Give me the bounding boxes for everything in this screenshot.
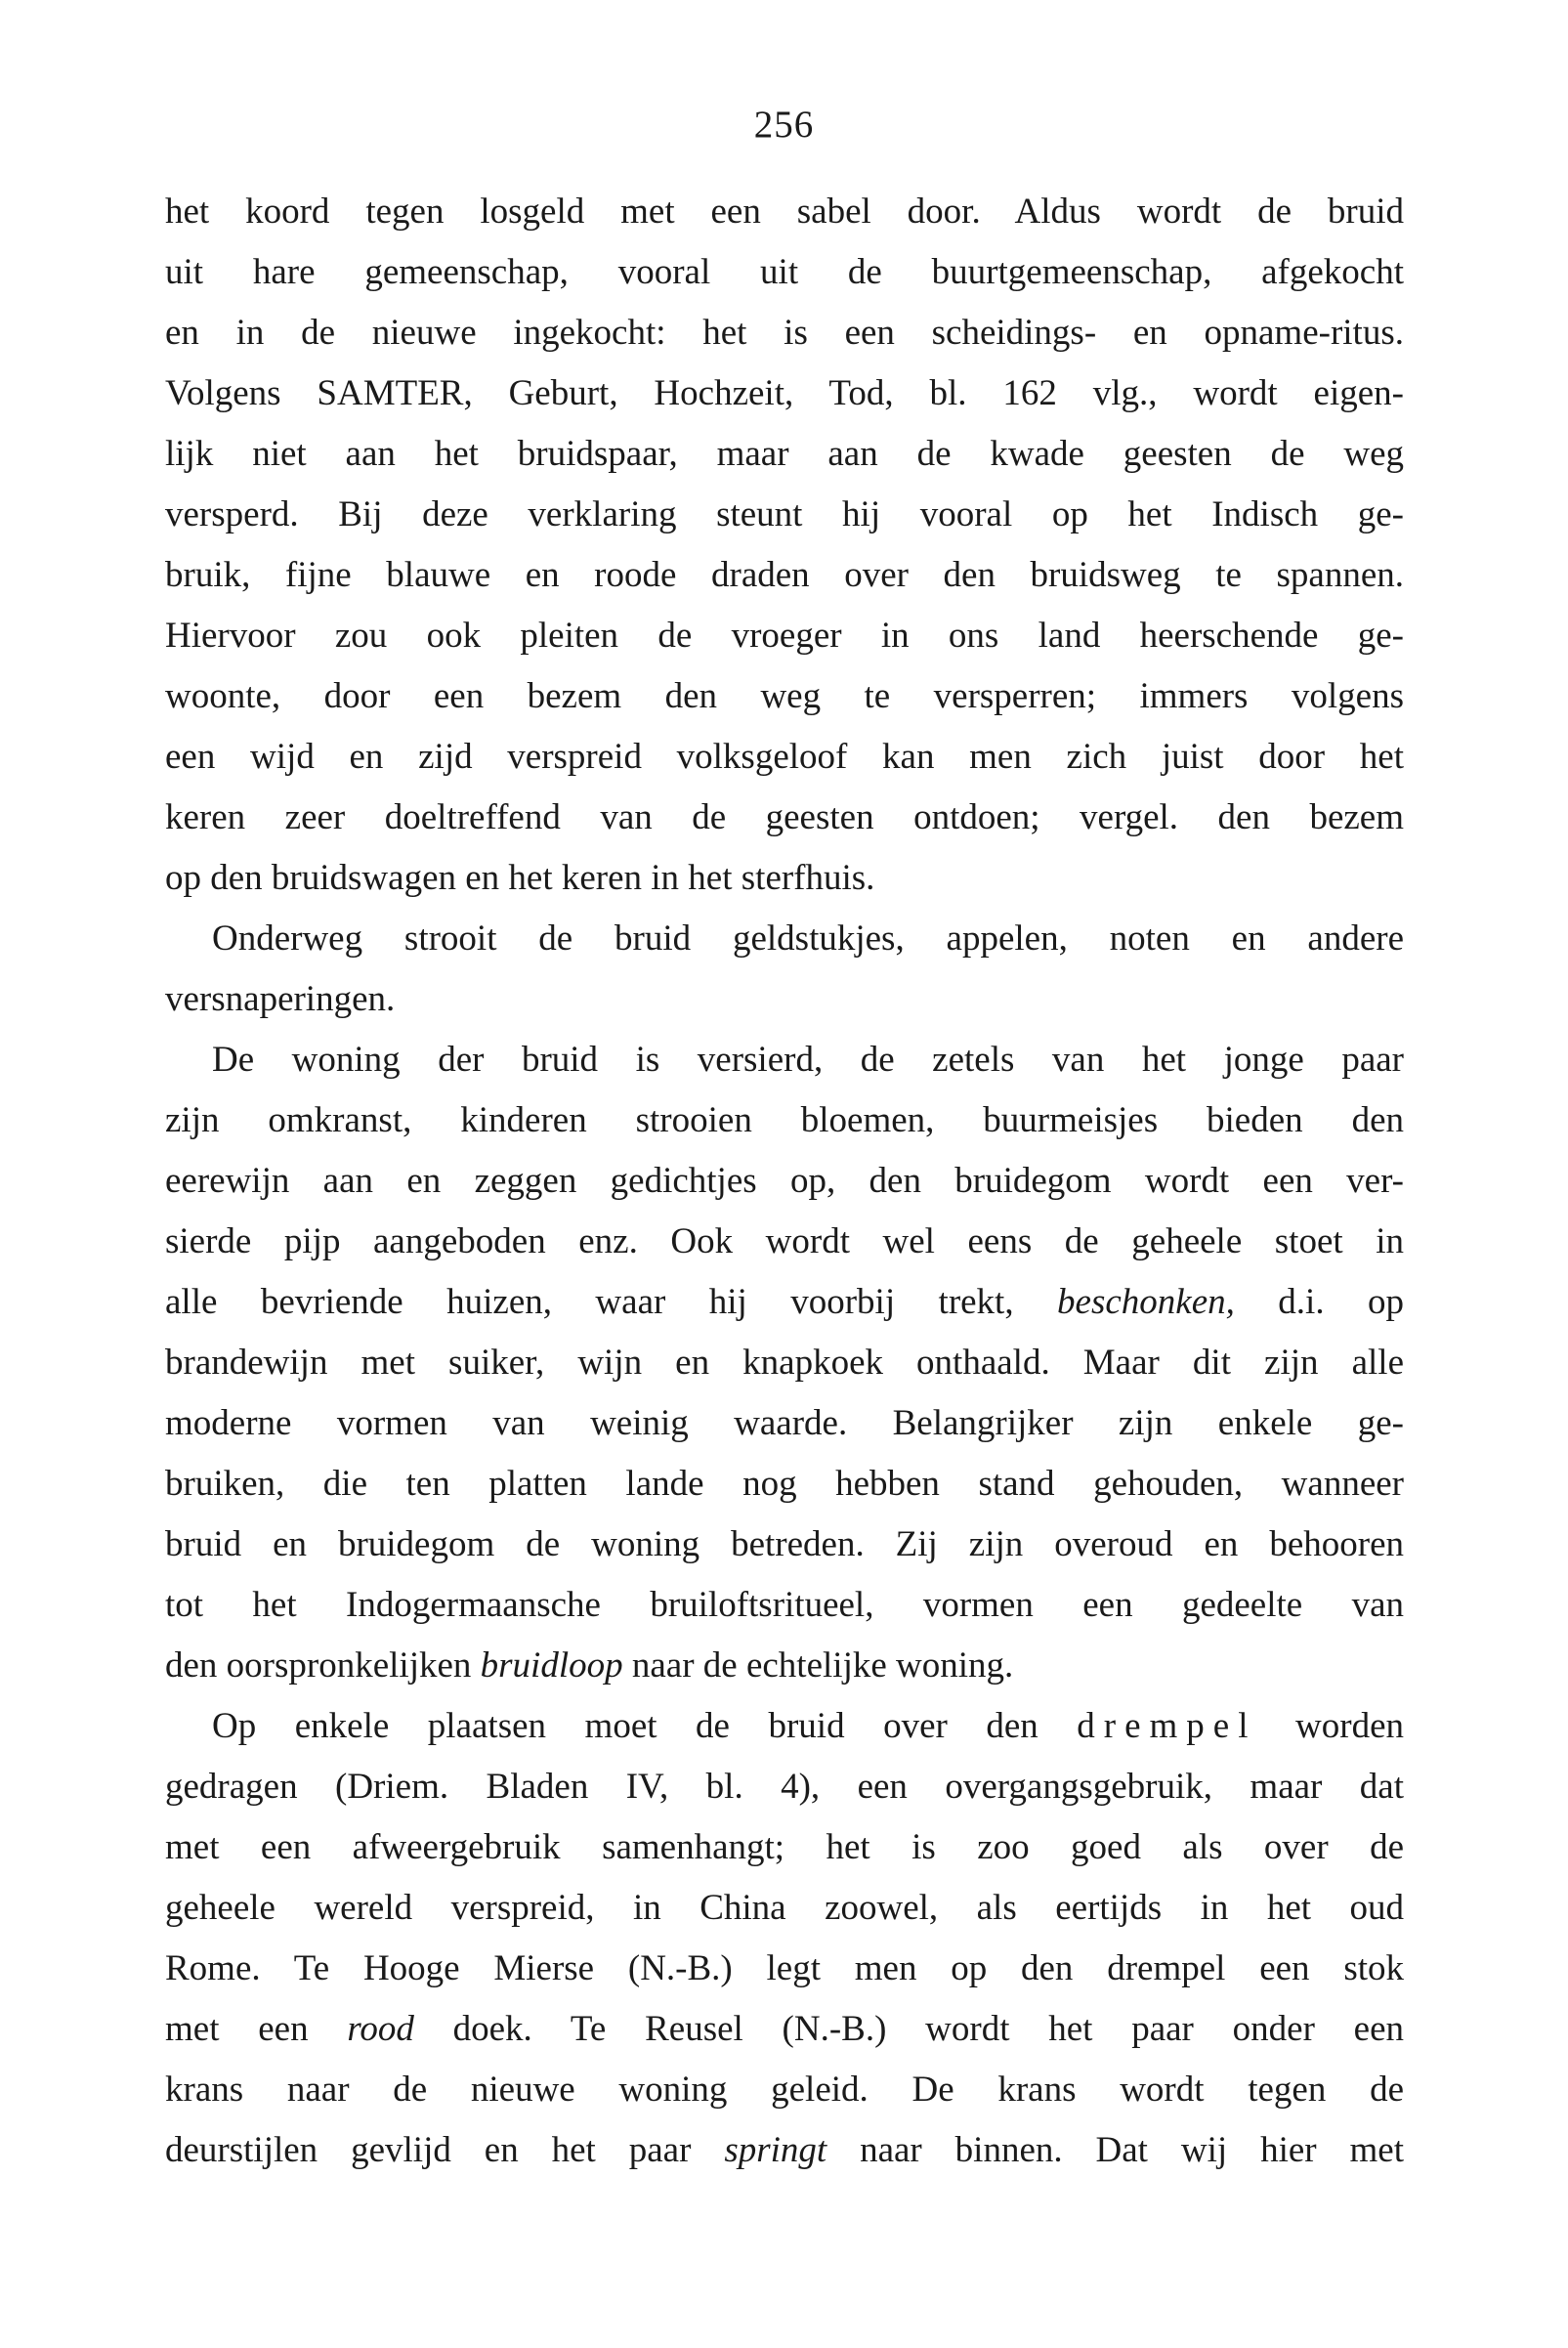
text-line: en in de nieuwe ingekocht: het is een scheidings- en opname-ritus. [165, 313, 1404, 353]
text-line: De woning der bruid is versierd, de zetels van het jonge paar [212, 1040, 1404, 1080]
text-line: Volgens SAMTER, Geburt, Hochzeit, Tod, bl. 162 vlg., wordt eigen- [165, 373, 1404, 413]
paragraph [165, 182, 1404, 909]
italic-term: bruidloop [480, 1645, 623, 1686]
text-line: bruik, fijne blauwe en roode draden over den bruidsweg te spannen. [165, 555, 1404, 595]
text-line: deurstijlen gevlijd en het paar springt naar binnen. Dat wij hier met [165, 2130, 1404, 2170]
text-line: lijk niet aan het bruidspaar, maar aan de kwade geesten de weg [165, 434, 1404, 474]
page-number: 256 [753, 104, 815, 146]
italic-term: springt [724, 2130, 827, 2170]
italic-term: rood [347, 2009, 414, 2049]
text-line: het koord tegen losgeld met een sabel door. Aldus wordt de bruid [165, 192, 1404, 232]
text-line: den oorspronkelijken bruidloop naar de echtelijke woning. [165, 1645, 1014, 1686]
spaced-term: drempel [1077, 1706, 1257, 1746]
text-line: tot het Indogermaansche bruiloftsritueel, vormen een gedeelte van [165, 1585, 1404, 1625]
text-line: een wijd en zijd verspreid volksgeloof kan men zich juist door het [165, 737, 1404, 777]
body-text [165, 182, 1404, 2181]
text-line: uit hare gemeenschap, vooral uit de buurtgemeenschap, afgekocht [165, 252, 1404, 292]
text-line: Op enkele plaatsen moet de bruid over den drempel worden [212, 1706, 1404, 1746]
text-line: gedragen (Driem. Bladen IV, bl. 4), een overgangsgebruik, maar dat [165, 1767, 1404, 1807]
text-line: versnaperingen. [165, 979, 396, 1019]
paragraph [165, 1696, 1404, 2181]
paragraph [165, 909, 1404, 1030]
italic-term: beschonken, [1057, 1282, 1235, 1322]
text-line: met een afweergebruik samenhangt; het is zoo goed als over de [165, 1827, 1404, 1867]
text-line: Rome. Te Hooge Mierse (N.-B.) legt men op den drempel een stok [165, 1948, 1404, 1988]
author-name: SAMTER [317, 373, 464, 413]
text-line: brandewijn met suiker, wijn en knapkoek onthaald. Maar dit zijn alle [165, 1343, 1404, 1383]
text-line: woonte, door een bezem den weg te versperren; immers volgens [165, 676, 1404, 716]
text-line: Onderweg strooit de bruid geldstukjes, appelen, noten en andere [212, 918, 1404, 959]
text-line: moderne vormen van weinig waarde. Belangrijker zijn enkele ge- [165, 1403, 1404, 1443]
text-line: zijn omkranst, kinderen strooien bloemen, buurmeisjes bieden den [165, 1100, 1404, 1140]
text-line: Hiervoor zou ook pleiten de vroeger in ons land heerschende ge- [165, 616, 1404, 656]
text-line: op den bruidswagen en het keren in het sterfhuis. [165, 858, 875, 898]
paragraph [165, 1030, 1404, 1696]
text-line: geheele wereld verspreid, in China zoowel, als eertijds in het oud [165, 1888, 1404, 1928]
text-line: met een rood doek. Te Reusel (N.-B.) wordt het paar onder een [165, 2009, 1404, 2049]
text-line: eerewijn aan en zeggen gedichtjes op, den bruidegom wordt een ver- [165, 1161, 1404, 1201]
text-line: keren zeer doeltreffend van de geesten ontdoen; vergel. den bezem [165, 797, 1404, 837]
text-line: versperd. Bij deze verklaring steunt hij vooral op het Indisch ge- [165, 494, 1404, 534]
text-line: bruid en bruidegom de woning betreden. Zij zijn overoud en behooren [165, 1524, 1404, 1564]
text-line: alle bevriende huizen, waar hij voorbij trekt, beschonken, d.i. op [165, 1282, 1405, 1322]
text-line: bruiken, die ten platten lande nog hebben stand gehouden, wanneer [165, 1464, 1404, 1504]
text-line: krans naar de nieuwe woning geleid. De krans wordt tegen de [165, 2070, 1404, 2110]
text-line: sierde pijp aangeboden enz. Ook wordt wel eens de geheele stoet in [165, 1221, 1404, 1261]
